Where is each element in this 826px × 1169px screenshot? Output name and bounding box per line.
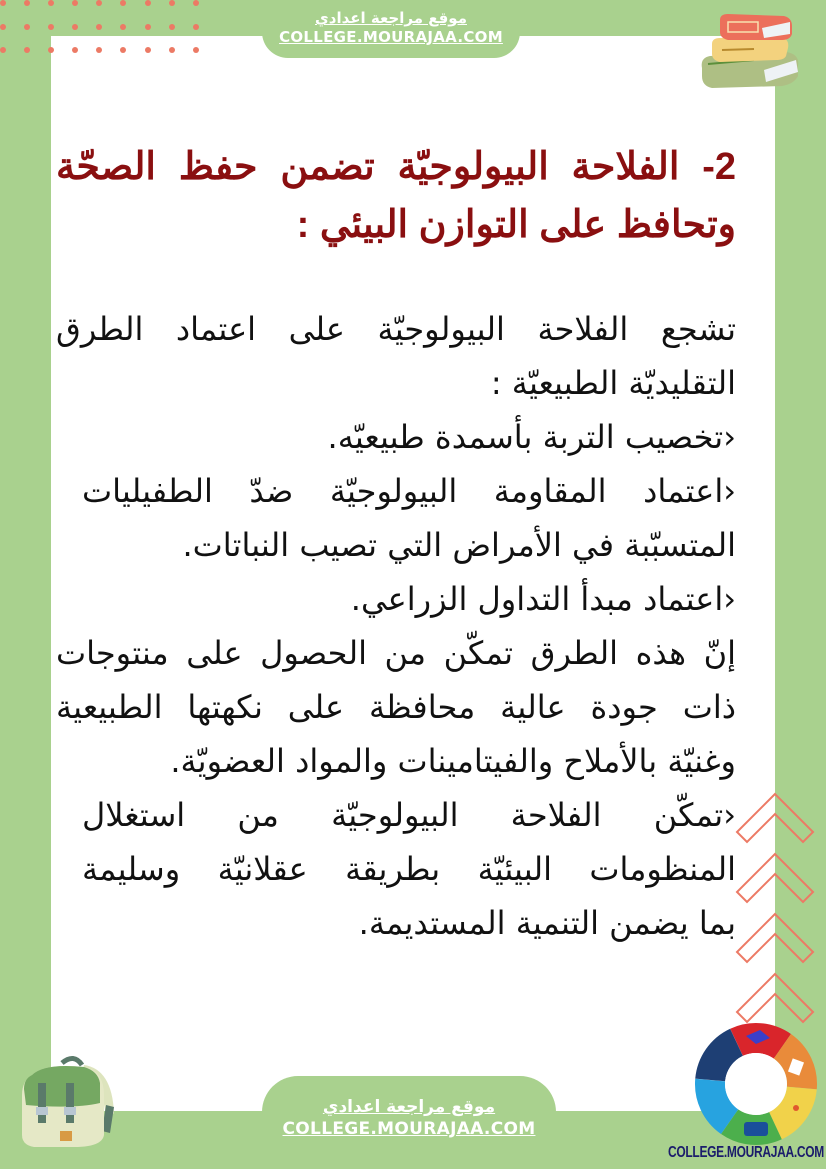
footer-site-tab[interactable] (262, 1076, 556, 1169)
bullet-marker-icon: ‹ (723, 418, 736, 456)
logo-site-url[interactable]: COLLEGE.MOURAJAA.COM (667, 1142, 824, 1162)
bullet-text: اعتماد مبدأ التداول الزراعي. (350, 580, 724, 618)
conclusion-line-1: إنّ هذه الطرق تمكّن من الحصول على منتوجات (56, 634, 736, 672)
bullet-text: بما يضمن التنمية المستديمة. (358, 904, 736, 942)
intro-paragraph (56, 302, 736, 410)
bullet-text: تخصيب التربة بأسمدة طبيعيّه. (327, 418, 724, 456)
bullet-item-3 (82, 572, 736, 626)
bullet-marker-icon: ‹ (723, 796, 736, 834)
books-stack-icon (694, 10, 804, 95)
bullet-text: المتسبّبة في الأمراض التي تصيب النباتات. (182, 526, 736, 564)
header-site-tab[interactable] (262, 0, 520, 58)
bullet-marker-icon: ‹ (723, 580, 736, 618)
chevron-up-decoration-icon (732, 792, 822, 1032)
bullet-text: اعتماد المقاومة البيولوجيّة ضدّ الطفيليات (82, 472, 724, 510)
conclusion-paragraph (56, 626, 736, 788)
bullet-item-1 (82, 410, 736, 464)
header-site-name[interactable]: موقع مراجعة اعدادي (315, 9, 467, 27)
section-heading (56, 138, 736, 254)
intro-line-1: تشجع الفلاحة البيولوجيّة على اعتماد الطرق (56, 310, 736, 348)
decorative-dots (0, 0, 210, 56)
footer-site-url[interactable]: COLLEGE.MOURAJAA.COM (282, 1119, 536, 1139)
intro-line-2: التقليديّة الطبيعيّة : (490, 364, 736, 402)
lesson-content (56, 138, 736, 950)
conclusion-line-3: وغنيّة بالأملاح والفيتامينات والمواد العضويّة. (170, 742, 736, 780)
bullet-marker-icon: ‹ (723, 472, 736, 510)
header-site-url[interactable]: COLLEGE.MOURAJAA.COM (279, 28, 503, 46)
backpack-icon (14, 1055, 114, 1147)
final-bullet (82, 788, 736, 950)
footer-site-name[interactable]: موقع مراجعة اعدادي (322, 1097, 496, 1117)
heading-line-1: 2- الفلاحة البيولوجيّة تضمن حفظ الصحّة (56, 146, 736, 188)
bullet-text: المنظومات البيئيّة بطريقة عقلانيّة وسليمة (82, 850, 736, 888)
heading-line-2: وتحافظ على التوازن البيئي : (296, 204, 736, 246)
conclusion-line-2: ذات جودة عالية محافظة على نكهتها الطبيعية (56, 688, 736, 726)
school-logo-icon (694, 1022, 818, 1146)
bullet-item-2 (82, 464, 736, 572)
bullet-text: تمكّن الفلاحة البيولوجيّة من استغلال (82, 796, 724, 834)
